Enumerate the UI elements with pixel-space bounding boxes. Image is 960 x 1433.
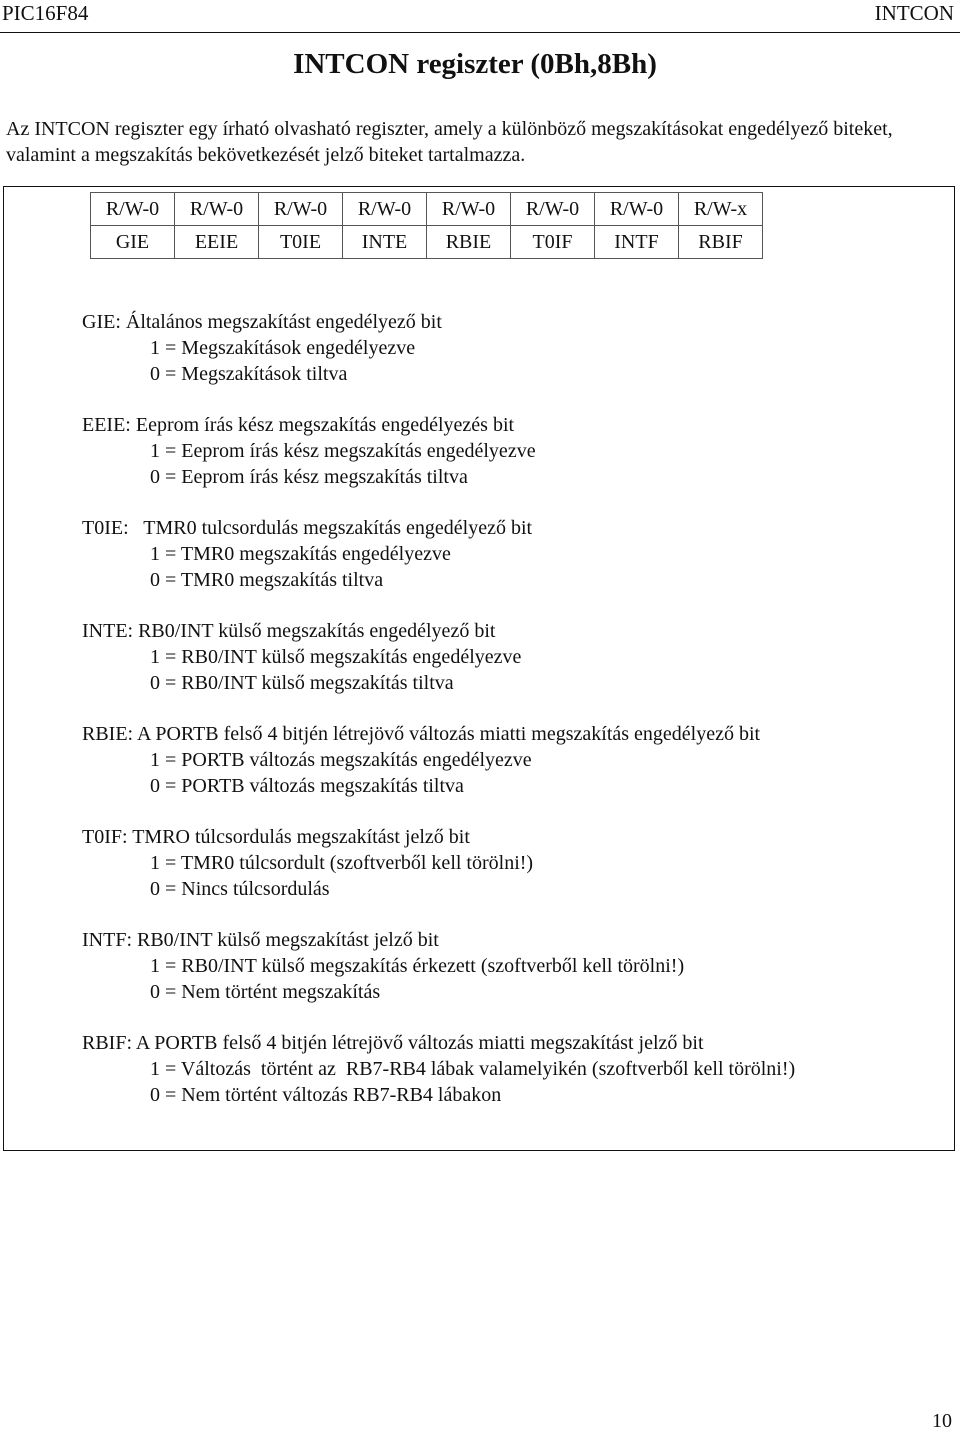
access-cell-2: R/W-0 xyxy=(511,193,595,226)
page-number: 10 xyxy=(932,1410,952,1432)
access-cell-0: R/W-x xyxy=(679,193,763,226)
definition-heading: T0IE: TMR0 tulcsordulás megszakítás engedélyező bit xyxy=(82,517,533,539)
bit-cell-2: T0IF xyxy=(511,226,595,259)
register-table xyxy=(90,192,763,259)
definition-heading: INTF: RB0/INT külső megszakítást jelző bit xyxy=(82,929,439,951)
definition-line: 0 = Megszakítások tiltva xyxy=(150,363,348,385)
definition-eeie xyxy=(82,412,795,490)
bit-cell-5: T0IE xyxy=(259,226,343,259)
bit-cell-0: RBIF xyxy=(679,226,763,259)
header-rule xyxy=(0,32,960,33)
definition-heading: GIE: Általános megszakítást engedélyező bit xyxy=(82,311,442,333)
definition-line: 0 = TMR0 megszakítás tiltva xyxy=(150,569,384,591)
definition-rbie xyxy=(82,721,795,799)
definition-line: 1 = RB0/INT külső megszakítás engedélyezve xyxy=(150,646,522,668)
definition-line: 0 = PORTB változás megszakítás tiltva xyxy=(150,775,464,797)
bit-cell-6: EEIE xyxy=(175,226,259,259)
definition-t0ie xyxy=(82,515,795,593)
bit-cell-3: RBIE xyxy=(427,226,511,259)
access-cell-7: R/W-0 xyxy=(91,193,175,226)
access-cell-6: R/W-0 xyxy=(175,193,259,226)
definition-heading: EEIE: Eeprom írás kész megszakítás engedélyezés bit xyxy=(82,414,515,436)
header-left: PIC16F84 xyxy=(2,1,89,25)
definition-heading: RBIE: A PORTB felső 4 bitjén létrejövő változás miatti megszakítás engedélyező bit xyxy=(82,723,761,745)
definition-line: 1 = TMR0 megszakítás engedélyezve xyxy=(150,543,451,565)
definition-line: 1 = TMR0 túlcsordult (szoftverből kell törölni!) xyxy=(150,852,534,874)
bit-name-row xyxy=(91,226,763,259)
access-row xyxy=(91,193,763,226)
definition-line: 0 = Nem történt változás RB7-RB4 lábakon xyxy=(150,1084,502,1106)
definition-line: 1 = RB0/INT külső megszakítás érkezett (szoftverből kell törölni!) xyxy=(150,955,685,977)
page-title: INTCON regiszter (0Bh,8Bh) xyxy=(293,48,657,80)
definition-line: 0 = RB0/INT külső megszakítás tiltva xyxy=(150,672,454,694)
access-cell-4: R/W-0 xyxy=(343,193,427,226)
definition-heading: RBIF: A PORTB felső 4 bitjén létrejövő változás miatti megszakítást jelző bit xyxy=(82,1032,704,1054)
definition-line: 1 = Megszakítások engedélyezve xyxy=(150,337,416,359)
bit-cell-7: GIE xyxy=(91,226,175,259)
definition-line: 0 = Eeprom írás kész megszakítás tiltva xyxy=(150,466,468,488)
bit-cell-4: INTE xyxy=(343,226,427,259)
bit-cell-1: INTF xyxy=(595,226,679,259)
definition-heading: T0IF: TMRO túlcsordulás megszakítást jelző bit xyxy=(82,826,470,848)
access-cell-1: R/W-0 xyxy=(595,193,679,226)
intro-paragraph: Az INTCON regiszter egy írható olvasható regiszter, amely a különböző megszakításokat engedélyező biteket, valamint a megszakítás bekövetkezését jelző biteket tartalmazza. xyxy=(6,118,893,166)
definition-line: 0 = Nem történt megszakítás xyxy=(150,981,381,1003)
bit-definitions xyxy=(82,309,795,1133)
definition-t0if xyxy=(82,824,795,902)
definition-gie xyxy=(82,309,795,387)
definition-inte xyxy=(82,618,795,696)
definition-line: 0 = Nincs túlcsordulás xyxy=(150,878,330,900)
definition-line: 1 = PORTB változás megszakítás engedélyezve xyxy=(150,749,532,771)
access-cell-5: R/W-0 xyxy=(259,193,343,226)
definition-intf xyxy=(82,927,795,1005)
definition-line: 1 = Eeprom írás kész megszakítás engedélyezve xyxy=(150,440,536,462)
definition-line: 1 = Változás történt az RB7-RB4 lábak valamelyikén (szoftverből kell törölni!) xyxy=(150,1058,796,1080)
access-cell-3: R/W-0 xyxy=(427,193,511,226)
header-right: INTCON xyxy=(874,1,954,25)
definition-heading: INTE: RB0/INT külső megszakítás engedélyező bit xyxy=(82,620,496,642)
definition-rbif xyxy=(82,1030,795,1108)
